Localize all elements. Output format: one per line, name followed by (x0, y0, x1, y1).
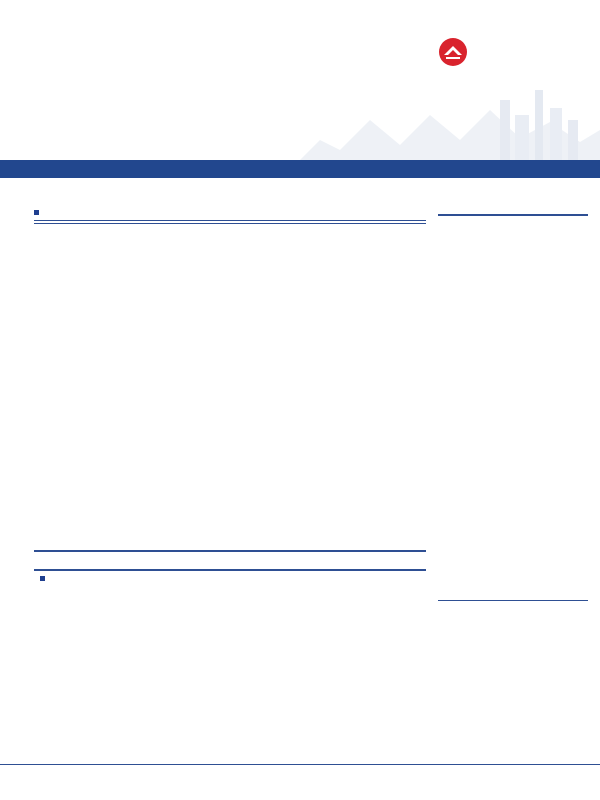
section-heading (34, 208, 45, 217)
bullet-square-icon (40, 576, 45, 581)
table-header (34, 221, 426, 224)
divider (438, 214, 588, 216)
trend-chart (440, 234, 588, 362)
bullet-square-icon (34, 210, 39, 215)
invest-heading (40, 574, 51, 584)
skyline-decoration (300, 60, 600, 170)
divider (34, 550, 426, 552)
header-bar (0, 160, 600, 178)
price-table (34, 220, 426, 224)
divider (34, 569, 426, 571)
footer-right (480, 770, 489, 778)
divider (438, 600, 588, 601)
footer-rule (0, 764, 600, 765)
